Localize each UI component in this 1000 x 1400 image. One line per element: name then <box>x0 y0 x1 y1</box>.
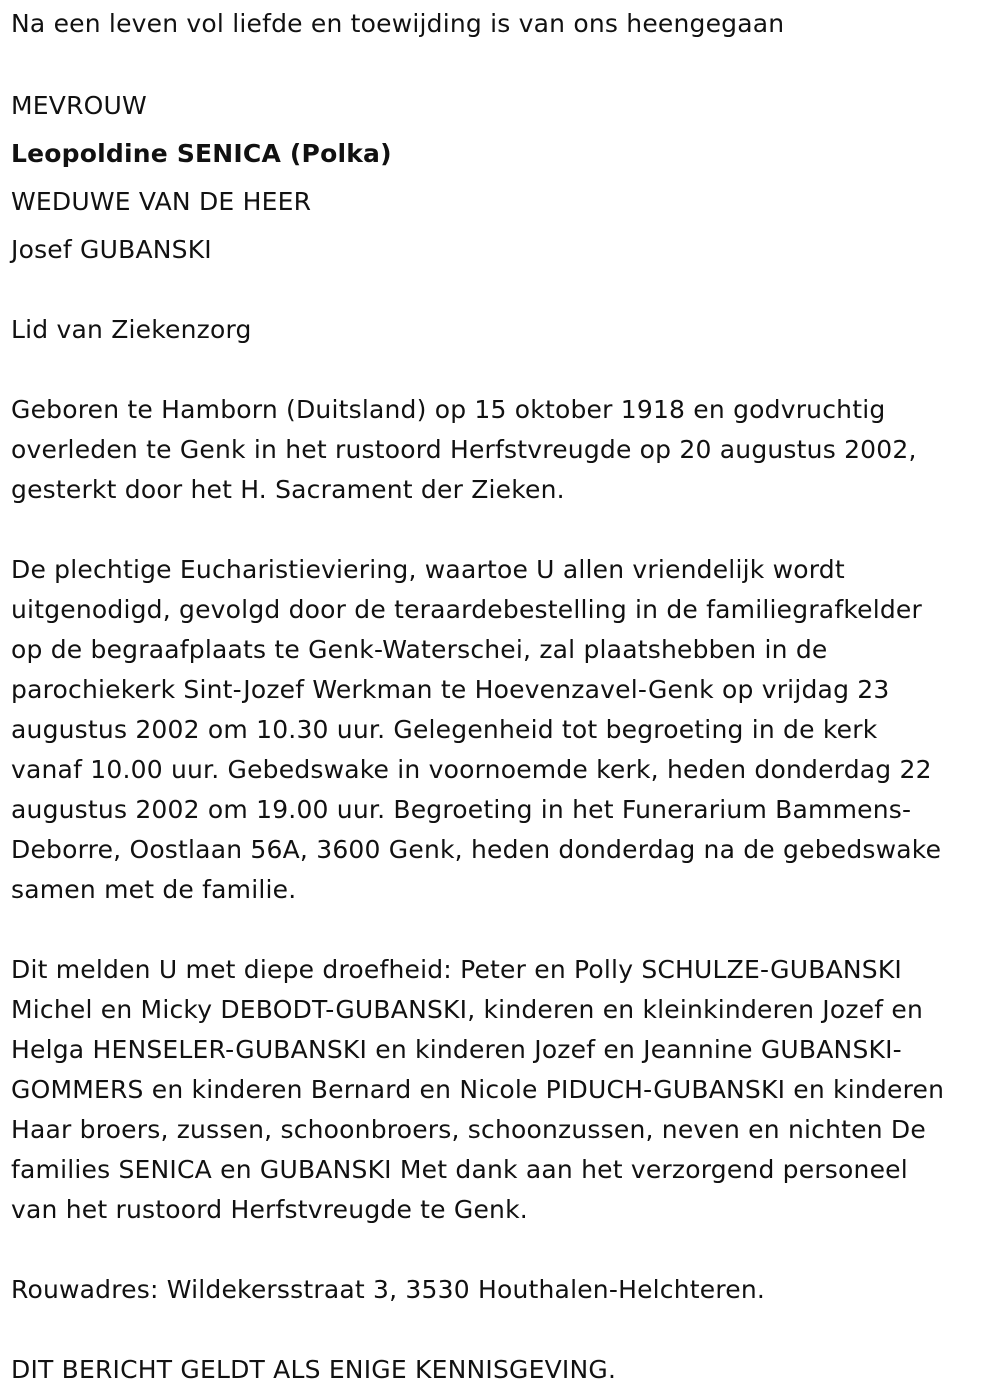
title-prefix: MEVROUW <box>11 91 147 120</box>
intro-paragraph <box>11 4 991 44</box>
ceremony-line: augustus 2002 om 19.00 uur. Begroeting in het Funerarium Bammens- <box>11 795 912 824</box>
family-line: van het rustoord Herfstvreugde te Genk. <box>11 1195 528 1224</box>
ceremony-line: augustus 2002 om 10.30 uur. Gelegenheid tot begroeting in de kerk <box>11 715 878 744</box>
family-line: GOMMERS en kinderen Bernard en Nicole PIDUCH-GUBANSKI en kinderen <box>11 1075 945 1104</box>
intro-text: Na een leven vol liefde en toewijding is van ons heengegaan <box>11 9 785 38</box>
ceremony-line: op de begraafplaats te Genk-Waterschei, zal plaatshebben in de <box>11 635 828 664</box>
name-block <box>11 82 991 274</box>
family-line: Michel en Micky DEBODT-GUBANSKI, kinderen en kleinkinderen Jozef en <box>11 995 924 1024</box>
ceremony-line: vanaf 10.00 uur. Gebedswake in voornoemde kerk, heden donderdag 22 <box>11 755 932 784</box>
family-line: Haar broers, zussen, schoonbroers, schoonzussen, neven en nichten De <box>11 1115 926 1144</box>
deceased-name: Leopoldine SENICA (Polka) <box>11 139 392 168</box>
ceremony-line: samen met de familie. <box>11 875 297 904</box>
birth-death-line: gesterkt door het H. Sacrament der Zieken. <box>11 475 565 504</box>
birth-death-line: Geboren te Hamborn (Duitsland) op 15 oktober 1918 en godvruchtig <box>11 395 886 424</box>
family-paragraph <box>11 950 991 1230</box>
birth-death-paragraph <box>11 390 991 510</box>
family-line: families SENICA en GUBANSKI Met dank aan het verzorgend personeel <box>11 1155 908 1184</box>
ceremony-line: De plechtige Eucharistieviering, waartoe U allen vriendelijk wordt <box>11 555 845 584</box>
ceremony-line: uitgenodigd, gevolgd door de teraardebestelling in de familiegrafkelder <box>11 595 922 624</box>
address-paragraph <box>11 1270 991 1310</box>
family-line: Helga HENSELER-GUBANSKI en kinderen Jozef en Jeannine GUBANSKI- <box>11 1035 902 1064</box>
ceremony-paragraph <box>11 550 991 910</box>
ceremony-line: Deborre, Oostlaan 56A, 3600 Genk, heden donderdag na de gebedswake <box>11 835 942 864</box>
membership-text: Lid van Ziekenzorg <box>11 315 252 344</box>
footer-paragraph <box>11 1350 991 1390</box>
mourning-address: Rouwadres: Wildekersstraat 3, 3530 Houthalen-Helchteren. <box>11 1275 766 1304</box>
membership-paragraph <box>11 310 991 350</box>
family-line: Dit melden U met diepe droefheid: Peter en Polly SCHULZE-GUBANSKI <box>11 955 903 984</box>
ceremony-line: parochiekerk Sint-Jozef Werkman te Hoevenzavel-Genk op vrijdag 23 <box>11 675 890 704</box>
notice-footer: DIT BERICHT GELDT ALS ENIGE KENNISGEVING. <box>11 1355 617 1384</box>
widow-of: WEDUWE VAN DE HEER <box>11 187 312 216</box>
birth-death-line: overleden te Genk in het rustoord Herfstvreugde op 20 augustus 2002, <box>11 435 917 464</box>
spouse-name: Josef GUBANSKI <box>11 235 212 264</box>
